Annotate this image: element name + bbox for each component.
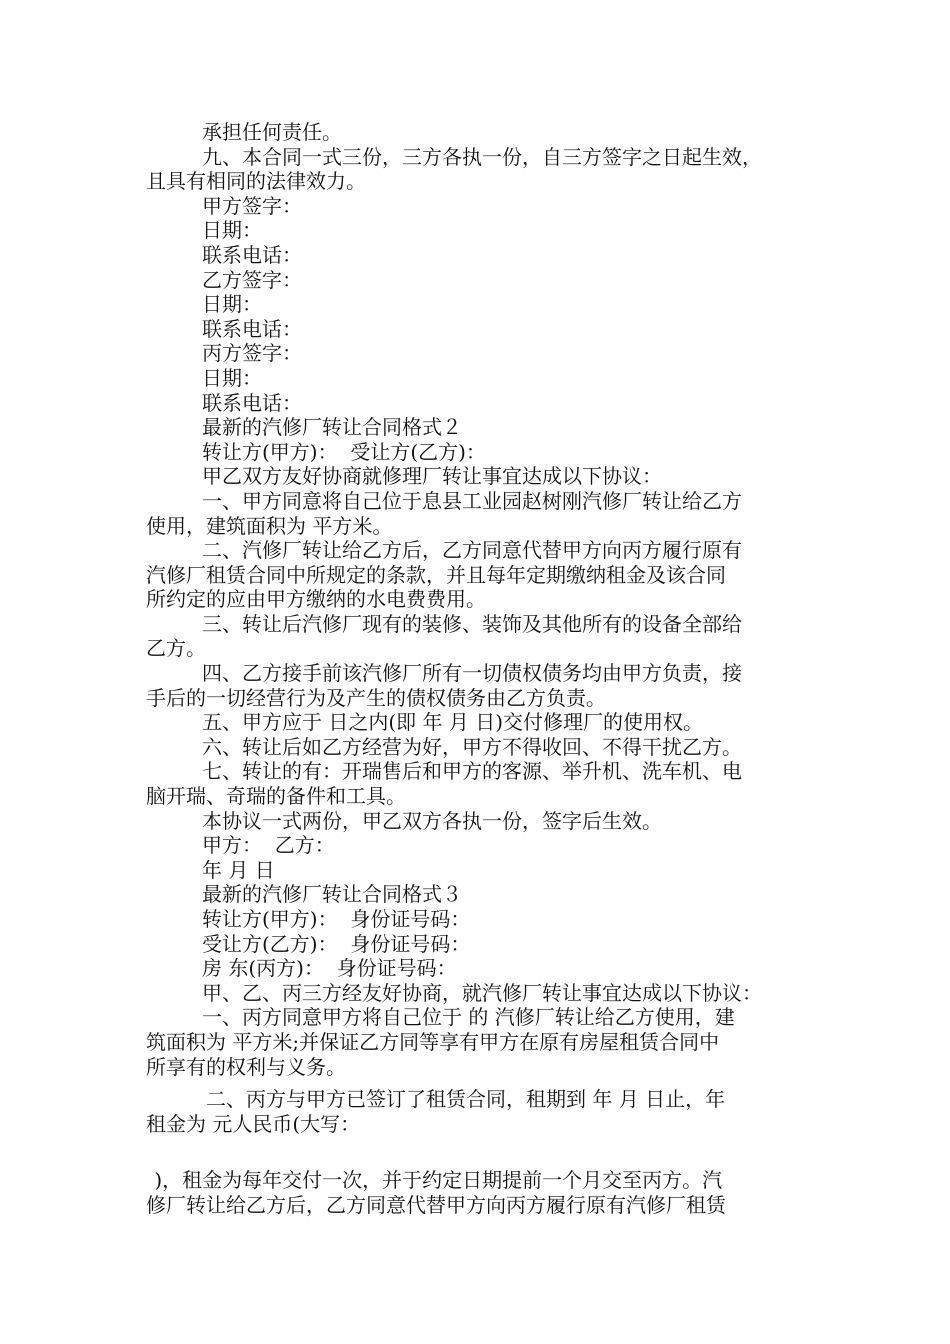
phone-label: 联系电话： bbox=[202, 242, 302, 267]
section-title: 最新的汽修厂转让合同格式３ bbox=[202, 882, 462, 907]
preamble: 甲、乙、丙三方经友好协商，就汽修厂转让事宜达成以下协议： bbox=[202, 980, 762, 1005]
clause-five: 五、甲方应于 日之内(即 年 月 日)交付修理厂的使用权。 bbox=[202, 710, 704, 735]
phone-label: 联系电话： bbox=[202, 390, 302, 415]
transferee-line: 受让方(乙方)： 身份证号码： bbox=[202, 931, 471, 956]
party-b-signature-label: 乙方签字： bbox=[202, 267, 302, 292]
text-line: 汽修厂租赁合同中所规定的条款，并且每年定期缴纳租金及该合同 bbox=[146, 562, 726, 587]
clause-one: 一、甲方同意将自己位于息县工业园赵树刚汽修厂转让给乙方 bbox=[202, 488, 742, 513]
party-a-signature-label: 甲方签字： bbox=[202, 193, 302, 218]
blank-gap bbox=[146, 1136, 822, 1168]
document-page bbox=[146, 120, 822, 1218]
text-line: 使用，建筑面积为 平方米。 bbox=[146, 513, 393, 538]
clause-six: 六、转让后如乙方经营为好，甲方不得收回、不得干扰乙方。 bbox=[202, 734, 742, 759]
text-line: 手后的一切经营行为及产生的债权债务由乙方负责。 bbox=[146, 685, 606, 710]
text-line: 所约定的应由甲方缴纳的水电费费用。 bbox=[146, 587, 486, 612]
section-title: 最新的汽修厂转让合同格式２ bbox=[202, 415, 462, 440]
clause-seven: 七、转让的有：开瑞售后和甲方的客源、举升机、洗车机、电 bbox=[202, 759, 742, 784]
signature-line: 甲方： 乙方： bbox=[202, 833, 335, 858]
text-line: 且具有相同的法律效力。 bbox=[146, 169, 366, 194]
date-line: 年 月 日 bbox=[202, 857, 275, 882]
clause-one: 一、丙方同意甲方将自己位于 的 汽修厂转让给乙方使用，建 bbox=[202, 1005, 735, 1030]
date-label: 日期： bbox=[202, 365, 262, 390]
agreement-copies: 本协议一式两份，甲乙双方各执一份，签字后生效。 bbox=[202, 808, 662, 833]
clause-three: 三、转让后汽修厂现有的装修、装饰及其他所有的设备全部给 bbox=[202, 611, 742, 636]
clause-four: 四、乙方接手前该汽修厂所有一切债权债务均由甲方负责，接 bbox=[202, 661, 742, 686]
transferor-line: 转让方(甲方)： 身份证号码： bbox=[202, 907, 471, 931]
text-line: 乙方。 bbox=[146, 636, 206, 661]
date-label: 日期： bbox=[202, 218, 262, 243]
landlord-line: 房 东(丙方)： 身份证号码： bbox=[202, 956, 457, 981]
text-line: 修厂转让给乙方后，乙方同意代替甲方向丙方履行原有汽修厂租赁 bbox=[146, 1192, 726, 1217]
clause-nine: 九、本合同一式三份，三方各执一份，自三方签字之日起生效， bbox=[202, 144, 762, 169]
preamble: 甲乙双方友好协商就修理厂转让事宜达成以下协议： bbox=[202, 464, 662, 489]
text-line: 承担任何责任。 bbox=[202, 120, 342, 144]
text-line: 租金为 元人民币(大写： bbox=[146, 1111, 361, 1136]
clause-two: 二、丙方与甲方已签订了租赁合同，租期到 年 月 日止，年 bbox=[206, 1087, 726, 1112]
clause-two: 二、汽修厂转让给乙方后，乙方同意代替甲方向丙方履行原有 bbox=[202, 538, 742, 563]
party-c-signature-label: 丙方签字： bbox=[202, 341, 302, 366]
text-line: 所享有的权利与义务。 bbox=[146, 1054, 346, 1079]
parties-line: 转让方(甲方)： 受让方(乙方)： bbox=[202, 439, 486, 464]
text-line: )，租金为每年交付一次，并于约定日期提前一个月交至丙方。汽 bbox=[148, 1168, 723, 1193]
text-line: 脑开瑞、奇瑞的备件和工具。 bbox=[146, 784, 406, 809]
phone-label: 联系电话： bbox=[202, 316, 302, 341]
text-line: 筑面积为 平方米;并保证乙方同等享有甲方在原有房屋租赁合同中 bbox=[146, 1029, 720, 1054]
date-label: 日期： bbox=[202, 292, 262, 317]
